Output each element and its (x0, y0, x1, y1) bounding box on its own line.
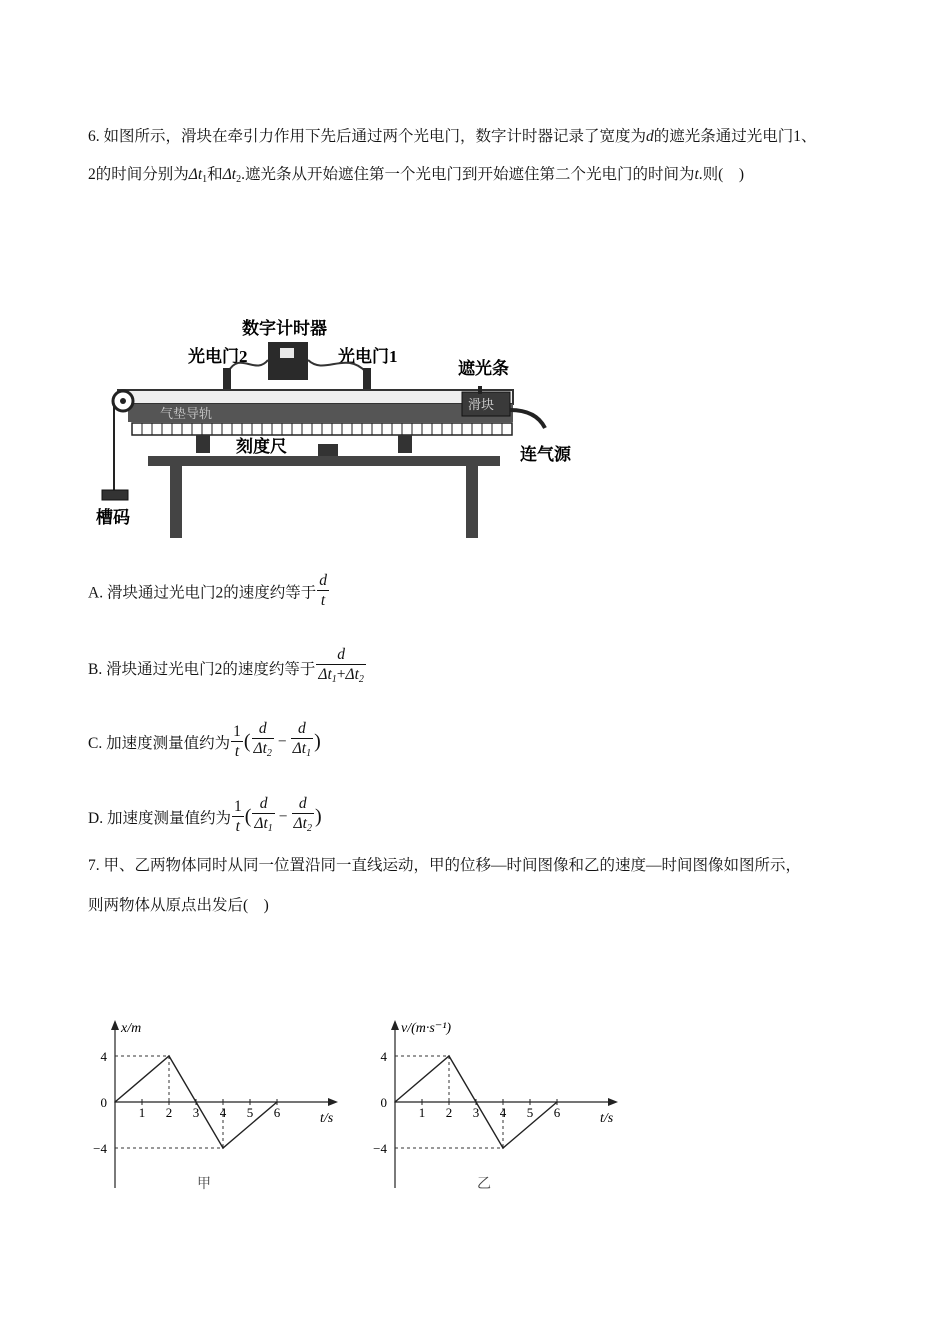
label-track: 气垫导轨 (160, 406, 213, 421)
fraction (231, 723, 243, 762)
var-d: d (646, 128, 654, 145)
fraction-num: 1 (233, 722, 241, 740)
table-leg-left (170, 466, 182, 538)
option-c-label: C. 加速度测量值约为 (88, 735, 231, 752)
fraction-den (292, 813, 314, 839)
delta-t: Δt (188, 166, 203, 183)
label-timer: 数字计时器 (242, 319, 327, 338)
x-tick-label: 1 (138, 1105, 146, 1120)
fraction-num: d (259, 795, 268, 812)
fraction-num: d (337, 646, 345, 663)
x-tick-label: 2 (165, 1105, 173, 1120)
sub: 2 (306, 823, 312, 834)
y-tick-label: 4 (380, 1049, 387, 1064)
x-tick-label: 4 (219, 1105, 227, 1120)
fraction (252, 720, 274, 764)
q6-text: 的遮光条通过光电门1、 (653, 128, 817, 145)
fraction-den (291, 738, 313, 764)
fraction (232, 798, 244, 837)
x-axis-arrow (328, 1098, 338, 1106)
option-a[interactable] (88, 572, 330, 611)
sub: 1 (306, 748, 312, 759)
q6-text: 和 (207, 166, 223, 183)
data-point (168, 1055, 170, 1057)
chart-yi (360, 1010, 640, 1200)
x-tick-label: 5 (526, 1105, 534, 1120)
x-tick-label: 1 (418, 1105, 426, 1120)
paren-right: ) (314, 805, 322, 828)
table-leg-right (466, 466, 478, 538)
fraction (292, 795, 314, 839)
support-left (196, 435, 210, 453)
q6-text: .则( ) (698, 166, 744, 183)
air-track-figure (90, 310, 590, 545)
label-gate2: 光电门2 (188, 347, 248, 366)
y-axis-label: v/(m·s⁻¹) (401, 1021, 452, 1036)
x-axis-arrow (608, 1098, 618, 1106)
x-tick-label: 3 (472, 1105, 480, 1120)
y-tick-label: −4 (373, 1141, 387, 1156)
delta-t: Δt (254, 815, 268, 832)
sub: 1 (202, 174, 208, 185)
y-axis-arrow (391, 1020, 399, 1030)
strip (478, 386, 482, 394)
y-axis-label: x/m (121, 1021, 142, 1036)
fraction (316, 646, 366, 690)
paren-left: ( (244, 805, 252, 828)
chart-title: 甲 (197, 1177, 211, 1192)
q6-text: .遮光条从开始遮住第一个光电门到开始遮住第二个光电门的时间为 (241, 166, 695, 183)
fraction-num: d (298, 720, 306, 737)
chart-title: 乙 (477, 1177, 491, 1192)
fraction-num: d (319, 572, 327, 589)
fraction-den (252, 813, 274, 839)
label-air: 连气源 (520, 445, 571, 464)
track-top (118, 390, 513, 404)
weight (102, 490, 128, 500)
fraction (317, 572, 329, 611)
fraction-den: t (232, 816, 244, 837)
option-a-label: A. 滑块通过光电门2的速度约等于 (88, 584, 317, 602)
delta-t: Δt (222, 166, 237, 183)
paren-left: ( (243, 730, 251, 753)
x-tick-label: 6 (553, 1105, 561, 1120)
support-mid (318, 444, 338, 456)
data-point (448, 1055, 450, 1057)
var-t: t (694, 166, 699, 183)
fraction-num: 1 (233, 797, 242, 815)
data-point (556, 1101, 558, 1103)
x-tick-label: 6 (273, 1105, 281, 1120)
timer-screen (280, 348, 294, 358)
q7-line-2: 则两物体从原点出发后( ) (88, 897, 269, 914)
plus: + (336, 666, 346, 683)
minus: − (278, 808, 288, 825)
option-b[interactable] (88, 646, 367, 690)
sub: 2 (236, 174, 242, 185)
data-point (394, 1101, 396, 1103)
table-top (148, 456, 500, 466)
y-tick-label: 4 (100, 1049, 107, 1064)
q6-text: 2的时间分别为 (88, 166, 189, 183)
fraction-den: t (317, 590, 329, 611)
label-weight: 槽码 (96, 508, 130, 527)
minus: − (277, 733, 287, 750)
option-d-label: D. 加速度测量值约为 (88, 810, 231, 827)
fraction-num: d (258, 720, 267, 737)
delta-t: Δt (253, 740, 267, 757)
fraction-den: t (231, 741, 243, 762)
x-axis-label: t/s (600, 1111, 614, 1126)
q6-text: 6. 如图所示，滑块在牵引力作用下先后通过两个光电门，数字计时器记录了宽度为 (88, 128, 647, 145)
pulley-hub (120, 398, 126, 404)
q6-line-2 (88, 164, 744, 191)
x-tick-label: 5 (246, 1105, 254, 1120)
air-hose (510, 410, 545, 428)
delta-t: Δt (292, 740, 307, 757)
q6-line-1 (88, 126, 817, 148)
data-point (222, 1147, 224, 1149)
fraction (291, 720, 313, 764)
y-tick-label: −4 (93, 1141, 107, 1156)
data-point (502, 1147, 504, 1149)
option-b-label: B. 滑块通过光电门2的速度约等于 (88, 661, 316, 678)
delta-t: Δt (293, 815, 307, 832)
data-point (114, 1101, 116, 1103)
label-slider: 滑块 (468, 397, 495, 412)
y-tick-label: 0 (380, 1095, 387, 1110)
x-tick-label: 3 (192, 1105, 200, 1120)
label-gate1: 光电门1 (338, 347, 398, 366)
sub: 2 (358, 674, 364, 685)
x-tick-label: 4 (499, 1105, 507, 1120)
x-tick-label: 2 (445, 1105, 453, 1120)
delta-t: Δt (318, 666, 332, 683)
fraction-den (252, 738, 274, 764)
y-tick-label: 0 (100, 1095, 107, 1110)
fraction-den (316, 664, 366, 690)
sub: 1 (267, 823, 273, 834)
q7-line-1: 7. 甲、乙两物体同时从同一位置沿同一直线运动，甲的位移—时间图像和乙的速度—时间图像如图所示， (88, 857, 802, 874)
option-d[interactable] (88, 795, 322, 839)
timer-box (268, 342, 308, 380)
delta-t: Δt (345, 666, 359, 683)
chart-jia (80, 1010, 350, 1200)
fraction (252, 795, 274, 839)
sub: 2 (266, 748, 272, 759)
option-c[interactable] (88, 720, 321, 764)
data-point (276, 1101, 278, 1103)
paren-right: ) (314, 730, 321, 753)
sub: 1 (331, 674, 337, 685)
label-strip: 遮光条 (458, 359, 509, 378)
y-axis-arrow (111, 1020, 119, 1030)
x-axis-label: t/s (320, 1111, 334, 1126)
support-right (398, 435, 412, 453)
label-ruler: 刻度尺 (236, 437, 287, 456)
fraction-num: d (298, 795, 307, 812)
